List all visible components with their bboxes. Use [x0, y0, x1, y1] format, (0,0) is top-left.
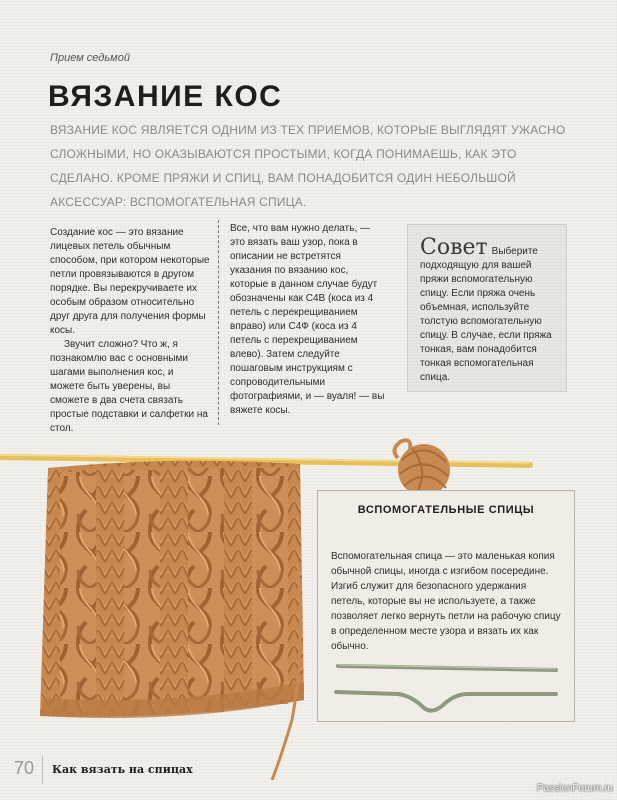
tip-heading: Совет	[420, 235, 488, 260]
bent-cable-needle	[336, 692, 556, 711]
left-paragraph-2: Звучит сложно? Что ж, я познакомлю вас с основными шагами выполнения кос, и можете быть уверены, вы сможете в два счета связать простые подставки и салфетки на стол.	[50, 339, 208, 434]
left-paragraph-1: Создание кос — это вязание лицевых петель обычным способом, при котором некоторые петли провязываются в другом порядке. Вы перекручиваете их особым образом относительно друг друга для получения формы косы.	[50, 227, 210, 336]
page-number: 70	[14, 758, 35, 778]
text-column-left	[50, 226, 210, 436]
footer-divider	[42, 756, 43, 784]
book-title: Как вязать на спицах	[52, 763, 193, 776]
watermark: PassionForum.ru	[536, 783, 613, 794]
aside-text: Вспомогательная спица — это маленькая копия обычной спицы, иногда с изгибом посередине. Изгиб служит для безопасного удержания петель, которые вы не используете, а также позволяет легко вернуть петли на рабочую спицу в определенном месте узора и вязать их как обычно.	[331, 551, 561, 652]
tip-box	[407, 224, 567, 392]
tip-content	[420, 235, 560, 385]
aside-cable-needles	[317, 490, 575, 722]
cable-needles-illustration	[328, 656, 568, 716]
column-divider	[218, 220, 219, 425]
lead-paragraph: ВЯЗАНИЕ КОС ЯВЛЯЕТСЯ ОДНИМ ИЗ ТЕХ ПРИЕМОВ, КОТОРЫЕ ВЫГЛЯДЯТ УЖАСНО СЛОЖНЫМИ, НО ОКАЗЫВАЮТСЯ ПРОСТЫМИ, КОГДА ПОНИМАЕШЬ, КАК ЭТО СДЕЛАНО. КРОМЕ ПРЯЖИ И СПИЦ, ВАМ ПОНАДОБИТСЯ ОДИН НЕБОЛЬШОЙ АКСЕССУАР: ВСПОМОГАТЕЛЬНАЯ СПИЦА.	[50, 123, 566, 209]
yarn-ball	[394, 440, 450, 496]
text-column-middle	[230, 222, 385, 418]
aside-title: ВСПОМОГАТЕЛЬНЫЕ СПИЦЫ	[357, 504, 535, 516]
middle-paragraph: Все, что вам нужно делать, — это вязать ваш узор, пока в описании не встретятся указания по вязанию кос, которые в данном случае будут обозначены как С4В (коса из 4 петель с перекрещиванием вправо) или С4Ф (коса из 4 петель с перекрещиванием влево). Затем следуйте пошаговым инструкциям с сопроводительными фотографиями, и — вуаля! — вы вяжете косы.	[230, 223, 385, 416]
tip-text: Выберите подходящую для вашей пряжи вспомогательную спицу. Если пряжа очень объемная, используйте толстую вспомогательную спицу. В случае, если пряжа тонкая, вам понадобится тонкая вспомогательная спица.	[420, 246, 552, 383]
section-kicker: Прием седьмой	[50, 52, 130, 64]
page-title: ВЯЗАНИЕ КОС	[48, 80, 283, 113]
